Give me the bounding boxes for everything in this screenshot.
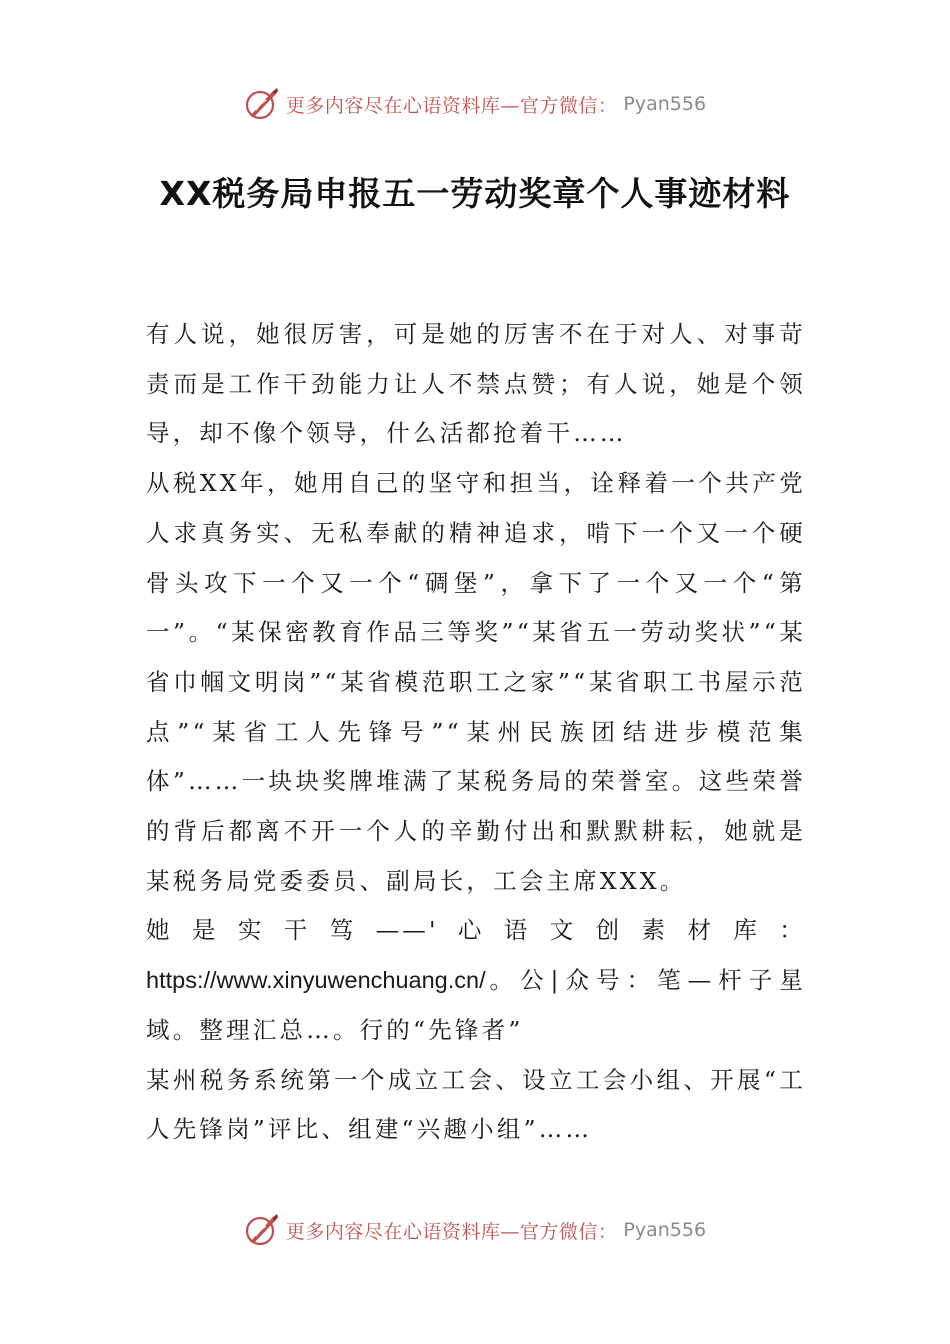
paragraph-2: 从税XX年，她用自己的坚守和担当，诠释着一个共产党人求真务实、无私奉献的精神追求，啃下一个又一个硬骨头攻下一个又一个“碉堡”，拿下了一个又一个“第一”。“某保密教育作品三等奖”“某省五一劳动奖状”“某省巾帼文明岗”“某省模范职工之家”“某省职工书屋示范点”“某省工人先锋号”“某州民族团结进步模范集体”……一块块奖牌堆满了某税务局的荣誉室。这些荣誉的背后都离不开一个人的辛勤付出和默默耕耘，她就是某税务局党委委员、副局长，工会主席XXX。 — [146, 469, 806, 895]
document-title: XX税务局申报五一劳动奖章个人事迹材料 — [159, 174, 791, 213]
paragraph-1: 有人说，她很厉害，可是她的厉害不在于对人、对事苛责而是工作干劲能力让人不禁点赞；有人说，她是个领导，却不像个领导，什么活都抢着干…… — [146, 320, 806, 448]
quill-logo-icon — [244, 86, 280, 122]
document-body — [146, 310, 806, 1155]
footer-banner — [0, 1210, 950, 1250]
header-banner-wechat-id: Pyan556 — [623, 93, 707, 115]
header-banner-text: 更多内容尽在心语资料库—官方微信： — [285, 94, 618, 117]
link-suffix-text: 。公|众号：笔—杆子星域。整理汇总…。行的“先锋者” — [146, 966, 806, 1044]
footer-banner-text: 更多内容尽在心语资料库—官方微信： — [285, 1220, 618, 1243]
header-banner — [0, 84, 950, 124]
footer-banner-wechat-id: Pyan556 — [623, 1219, 707, 1241]
website-link[interactable]: https://www.xinyuwenchuang.cn/ — [146, 967, 486, 994]
paragraph-last: 某州税务系统第一个成立工会、设立工会小组、开展“工人先锋岗”评比、组建“兴趣小组”…… — [146, 1065, 806, 1144]
link-prefix-text: 她是实干笃——'心语文创素材库： — [146, 916, 806, 945]
quill-logo-icon — [244, 1212, 280, 1248]
paragraph-link — [146, 906, 806, 1055]
